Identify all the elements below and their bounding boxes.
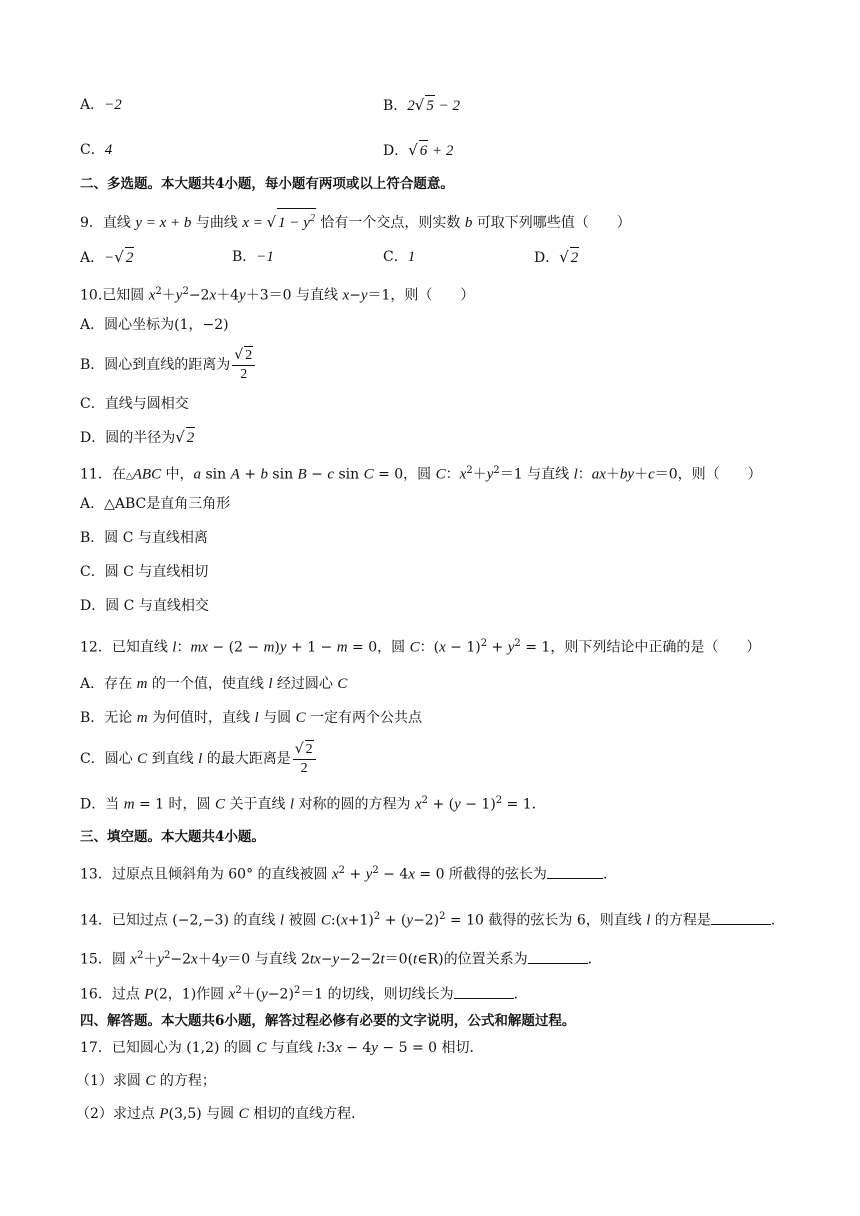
section-4-heading: 四、解答题。本大题共6小题，解答过程必修有必要的文字说明，公式和解题过程。 xyxy=(80,1013,576,1029)
q15: 15．圆 $x^2+y^2-2x+4y=0$ 与直线 2tx−y−2−2t＝0(t∈R)的位置关系为 ． xyxy=(80,950,602,968)
q10-stem: 10.已知圆 $x^2+y^2-2x+4y+3=0$ 与直线 x−y＝1，则（ ） xyxy=(80,286,475,304)
q10-option-b: B．圆心到直线的距离为 $\frac{√ 2}{2}$ xyxy=(80,346,257,384)
q8-option-b: B．2√ 5 − 2 xyxy=(383,96,460,114)
q14: 14．已知过点 (−2,−3) 的直线 l 被圆 $C:(x+1)^2 + (y-2)^2 = 10$ 截得的弦长为 6，则直线 l 的方程是 ． xyxy=(80,911,785,929)
q10-option-a: A．圆心坐标为(1，−2) xyxy=(80,317,229,333)
q9-option-c: C．1 xyxy=(383,249,416,265)
q12-option-d: D．当 m = 1 时，圆 C 关于直线 l 对称的圆的方程为 $x^2 + (y - 1)^2 = 1$． xyxy=(80,795,546,813)
q9-option-a: A．−√ 2 xyxy=(80,248,134,266)
q16: 16．过点 P(2，1)作圆 $x^2+(y-2)^2=1$ 的切线，则切线长为 ． xyxy=(80,985,528,1003)
q9-stem: 9．直线 y = x + b 与曲线 x = √ $1 - y^2$ 恰有一个交点，则实数 b 可取下列哪些值（ ） xyxy=(80,208,631,233)
q11-option-d: D．圆 C 与直线相交 xyxy=(80,598,209,614)
q11-option-b: B．圆 C 与直线相离 xyxy=(80,530,208,546)
q12-option-c: C．圆心 C 到直线 l 的最大距离是 $\frac{√ 2}{2}$ xyxy=(80,740,318,778)
q8-option-d: D．√ 6 + 2 xyxy=(383,141,454,159)
q12-stem: 12．已知直线 l：mx − (2 − m)y + 1 − m = 0，圆 C：$(x - 1)^2 + y^2 = 1$，则下列结论中正确的是（ ） xyxy=(80,638,761,656)
section-2-heading: 二、多选题。本大题共4小题，每小题有两项或以上符合题意。 xyxy=(80,176,454,192)
q10-option-c: C．直线与圆相交 xyxy=(80,396,189,412)
q11-stem: 11．在△ABC 中，a sin A + b sin B − c sin C = 0，圆 C：$x^2+y^2=1$ 与直线 l：ax＋by＋c＝0，则（ ） xyxy=(80,465,762,483)
q11-option-c: C．圆 C 与直线相切 xyxy=(80,564,209,580)
q17-stem: 17．已知圆心为 (1,2) 的圆 C 与直线 l:3x − 4y − 5 = 0 相切． xyxy=(80,1040,484,1056)
q8-option-a: A．−2 xyxy=(80,97,122,113)
q11-option-a: A．△ABC是直角三角形 xyxy=(80,496,231,512)
q12-option-b: B．无论 m 为何值时，直线 l 与圆 C 一定有两个公共点 xyxy=(80,710,423,726)
q8-option-c: C．4 xyxy=(80,142,113,158)
q9-option-b: B．−1 xyxy=(232,249,274,265)
q13: 13．过原点且倾斜角为 60° 的直线被圆 $x^2 + y^2 - 4x = 0$ 所截得的弦长为 ． xyxy=(80,865,617,883)
section-3-heading: 三、填空题。本大题共4小题。 xyxy=(80,829,265,845)
q17-part-1: （1）求圆 C 的方程； xyxy=(76,1073,216,1089)
q17-part-2: （2）求过点 P(3,5) 与圆 C 相切的直线方程． xyxy=(76,1106,366,1122)
q9-option-d: D．√ 2 xyxy=(534,248,579,266)
q10-option-d: D．圆的半径为√ 2 xyxy=(80,428,195,446)
q12-option-a: A．存在 m 的一个值，使直线 l 经过圆心 C xyxy=(80,676,348,692)
